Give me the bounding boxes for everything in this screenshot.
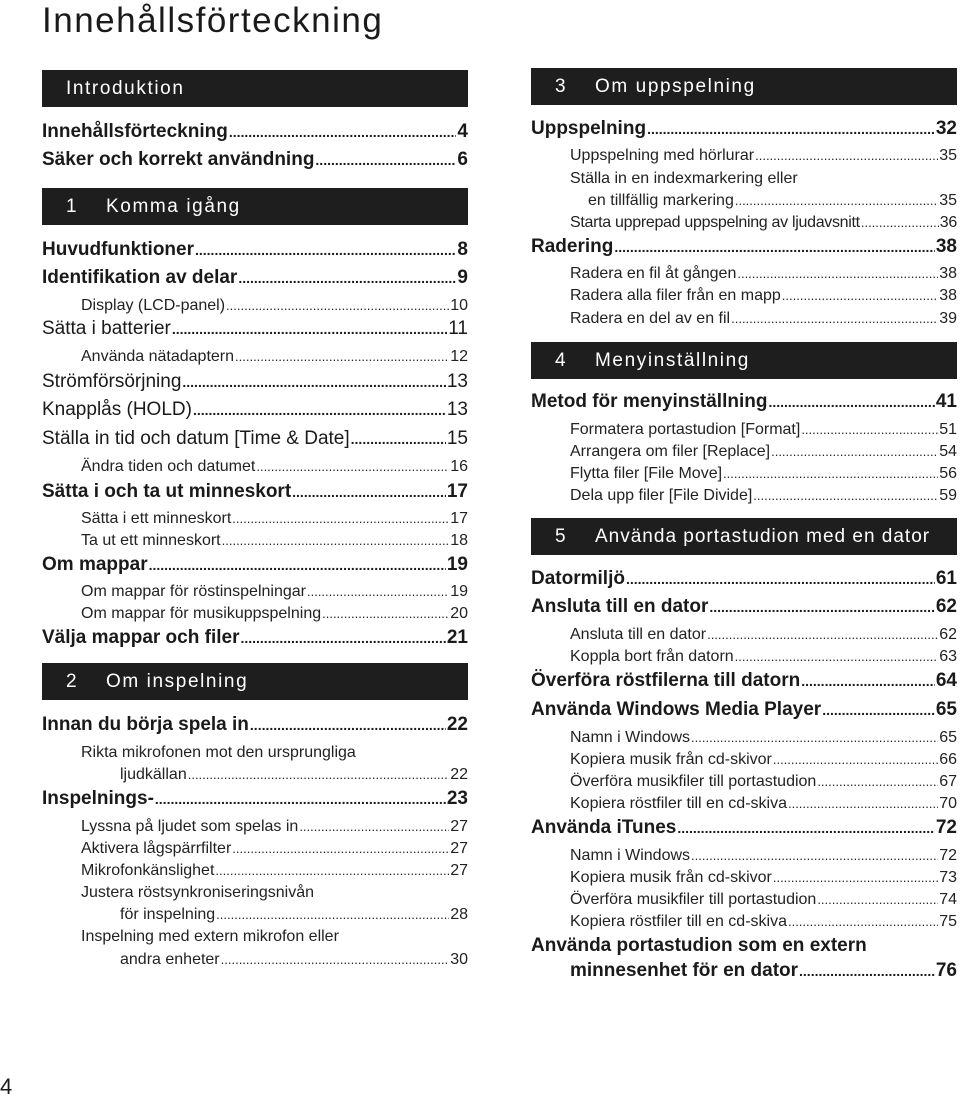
toc-subentry[interactable] [42, 605, 468, 623]
dot-leader [222, 532, 450, 550]
dot-leader [292, 481, 446, 503]
toc-subentry[interactable] [531, 751, 957, 769]
toc-entry[interactable] [42, 627, 468, 649]
toc-subentry[interactable] [42, 297, 468, 315]
toc-entry[interactable] [42, 267, 468, 289]
entry-page: 9 [457, 267, 468, 288]
dot-leader [182, 371, 445, 393]
entry-page: 54 [939, 443, 957, 460]
chapter-title: Om uppspelning [595, 76, 756, 97]
entry-page: 65 [939, 729, 957, 746]
entry-title: Ställa in tid och datum [Time & Date] [42, 428, 350, 449]
chapter-header-2 [42, 663, 468, 700]
toc-subentry[interactable] [531, 773, 957, 791]
entry-title: Innan du börja spela in [42, 714, 249, 735]
toc-entry[interactable] [531, 817, 957, 839]
entry-title: Kopiera musik från cd-skivor [570, 869, 772, 886]
entry-page: 63 [939, 648, 957, 665]
dot-leader [351, 428, 446, 450]
entry-page: 19 [446, 554, 468, 575]
entry-page: 27 [450, 862, 468, 879]
entry-title: Kopiera röstfiler till en cd-skiva [570, 913, 787, 930]
toc-subentry[interactable] [42, 840, 468, 858]
entry-title: minnesenhet för en dator [570, 960, 799, 981]
entry-title: Innehållsförteckning [42, 121, 228, 142]
dot-leader [626, 568, 935, 590]
entry-page: 17 [446, 481, 468, 502]
dot-leader [788, 795, 938, 813]
entry-title: Uppspelning med hörlurar [570, 147, 755, 164]
toc-entry[interactable] [42, 554, 468, 576]
entry-page: 30 [450, 951, 468, 968]
entry-page: 51 [939, 421, 957, 438]
toc-subentry-line[interactable]: Rikta mikrofonen mot den ursprungliga [81, 744, 356, 761]
entry-title: Metod för menyinställning [531, 391, 768, 412]
chapter-header-5 [531, 518, 957, 555]
entry-title: Huvudfunktioner [42, 239, 194, 260]
entry-title: Kopiera musik från cd-skivor [570, 751, 772, 768]
dot-leader [647, 118, 935, 140]
dot-leader [315, 149, 456, 171]
entry-page: 62 [935, 596, 957, 617]
dot-leader [801, 421, 938, 439]
toc-entry[interactable] [42, 149, 468, 171]
entry-page: 65 [935, 699, 957, 720]
dot-leader [822, 699, 935, 721]
dot-leader [731, 310, 938, 328]
entry-title: för inspelning [120, 906, 216, 923]
entry-page: 38 [939, 265, 957, 282]
entry-title: Radera en del av en fil [570, 310, 731, 327]
dot-leader [735, 192, 938, 210]
dot-leader [240, 627, 445, 649]
entry-page: 8 [457, 239, 468, 260]
toc-subentry[interactable] [531, 421, 957, 439]
toc-entry[interactable] [42, 481, 468, 503]
dot-leader [155, 788, 446, 810]
chapter-header-3 [531, 68, 957, 105]
entry-title: Formatera portastudion [Format] [570, 421, 801, 438]
entry-page: 38 [935, 236, 957, 257]
chapter-number: 2 [66, 671, 79, 692]
entry-title: Radera en fil åt gången [570, 265, 737, 282]
dot-leader [149, 554, 446, 576]
toc-entry[interactable] [531, 699, 957, 721]
toc-subentry[interactable] [531, 192, 957, 210]
toc-entry-line[interactable]: Använda portastudion som en extern [531, 935, 867, 956]
toc-entry[interactable] [531, 118, 957, 140]
toc-subentry[interactable] [42, 862, 468, 880]
dot-leader [250, 714, 446, 736]
entry-page: 27 [450, 840, 468, 857]
entry-page: 62 [939, 626, 957, 643]
dot-leader [229, 121, 457, 143]
entry-page: 66 [939, 751, 957, 768]
toc-subentry[interactable] [531, 147, 957, 165]
dot-leader [768, 391, 934, 413]
chapter-header-4 [531, 342, 957, 379]
toc-entry[interactable] [531, 960, 957, 982]
toc-subentry[interactable] [531, 214, 957, 232]
entry-title: Knapplås (HOLD) [42, 399, 192, 420]
entry-title: Starta upprepad uppspelning av ljudavsnitt [570, 214, 860, 231]
entry-title: Överföra musikfiler till portastudion [570, 891, 817, 908]
dot-leader [232, 840, 449, 858]
dot-leader [755, 147, 938, 165]
dot-leader [172, 318, 447, 340]
entry-page: 72 [939, 847, 957, 864]
entry-title: Om mappar för musikuppspelning [81, 605, 322, 622]
entry-title: Sätta i och ta ut minneskort [42, 481, 292, 502]
entry-title: Inspelnings- [42, 788, 154, 809]
entry-title: Om mappar för röstinspelningar [81, 583, 306, 600]
entry-title: Ändra tiden och datumet [81, 458, 256, 475]
entry-title: Välja mappar och filer [42, 627, 240, 648]
entry-title: Använda nätadaptern [81, 348, 235, 365]
entry-page: 22 [446, 714, 468, 735]
entry-page: 16 [450, 458, 468, 475]
entry-page: 74 [939, 891, 957, 908]
dot-leader [226, 297, 449, 315]
entry-page: 15 [446, 428, 468, 449]
entry-title: Namn i Windows [570, 847, 691, 864]
entry-page: 4 [457, 121, 468, 142]
dot-leader [216, 906, 449, 924]
chapter-header-1 [42, 188, 468, 225]
dot-leader [215, 862, 449, 880]
dot-leader [322, 605, 449, 623]
toc-subentry[interactable] [531, 913, 957, 931]
entry-title: Använda iTunes [531, 817, 677, 838]
entry-title: Om mappar [42, 554, 148, 575]
toc-entry[interactable] [42, 121, 468, 143]
entry-title: Aktivera lågspärrfilter [81, 840, 232, 857]
entry-page: 75 [939, 913, 957, 930]
entry-title: Ansluta till en dator [531, 596, 709, 617]
dot-leader [195, 239, 456, 261]
toc-entry[interactable] [531, 236, 957, 258]
dot-leader [691, 729, 938, 747]
toc-entry[interactable] [42, 239, 468, 261]
entry-title: ljudkällan [120, 766, 187, 783]
dot-leader [817, 773, 938, 791]
page-title: Innehållsförteckning [42, 1, 384, 40]
toc-entry[interactable] [531, 596, 957, 618]
entry-page: 38 [939, 287, 957, 304]
entry-page: 23 [446, 788, 468, 809]
entry-title: Namn i Windows [570, 729, 691, 746]
entry-page: 18 [450, 532, 468, 549]
entry-title: Ta ut ett minneskort [81, 532, 221, 549]
dot-leader [801, 670, 935, 692]
dot-leader [737, 265, 938, 283]
entry-title: Överföra musikfiler till portastudion [570, 773, 817, 790]
toc-subentry[interactable] [531, 626, 957, 644]
section-title: Introduktion [66, 78, 185, 99]
dot-leader [817, 891, 938, 909]
entry-title: Använda Windows Media Player [531, 699, 822, 720]
dot-leader [735, 648, 939, 666]
toc-entry[interactable] [42, 428, 468, 450]
dot-leader [235, 348, 449, 366]
toc-subentry[interactable] [42, 766, 468, 784]
entry-page: 70 [939, 795, 957, 812]
toc-entry[interactable] [42, 371, 468, 393]
chapter-title: Om inspelning [106, 671, 249, 692]
chapter-number: 4 [555, 350, 568, 371]
dot-leader [707, 626, 938, 644]
toc-subentry[interactable] [42, 818, 468, 836]
dot-leader [299, 818, 449, 836]
toc-subentry-line[interactable]: Ställa in en indexmarkering eller [570, 170, 798, 187]
entry-page: 73 [939, 869, 957, 886]
toc-entry[interactable] [531, 568, 957, 590]
toc-entry[interactable] [42, 318, 468, 340]
entry-page: 61 [935, 568, 957, 589]
dot-leader [256, 458, 449, 476]
toc-entry[interactable] [42, 399, 468, 421]
toc-subentry[interactable] [531, 487, 957, 505]
dot-leader [709, 596, 935, 618]
dot-leader [771, 443, 938, 461]
toc-entry[interactable] [531, 391, 957, 413]
toc-subentry[interactable] [531, 310, 957, 328]
entry-title: Radera alla filer från en mapp [570, 287, 781, 304]
chapter-number: 1 [66, 196, 79, 217]
entry-title: Koppla bort från datorn [570, 648, 734, 665]
chapter-title: Menyinställning [595, 350, 750, 371]
entry-page: 17 [450, 510, 468, 527]
dot-leader [307, 583, 449, 601]
entry-page: 28 [450, 906, 468, 923]
dot-leader [221, 951, 450, 969]
entry-page: 12 [450, 348, 468, 365]
toc-subentry[interactable] [42, 532, 468, 550]
entry-page: 64 [935, 670, 957, 691]
entry-page: 36 [939, 214, 957, 231]
entry-page: 21 [446, 627, 468, 648]
entry-page: 27 [450, 818, 468, 835]
toc-entry[interactable] [531, 670, 957, 692]
entry-page: 6 [457, 149, 468, 170]
toc-subentry[interactable] [531, 729, 957, 747]
entry-page: 22 [450, 766, 468, 783]
dot-leader [861, 214, 939, 232]
entry-page: 13 [446, 399, 468, 420]
section-header-introduction [42, 70, 468, 107]
dot-leader [782, 287, 938, 305]
toc-subentry[interactable] [531, 465, 957, 483]
entry-page: 59 [939, 487, 957, 504]
toc-subentry[interactable] [531, 287, 957, 305]
toc-subentry[interactable] [42, 510, 468, 528]
chapter-title: Använda portastudion med en dator [595, 526, 931, 547]
entry-page: 67 [939, 773, 957, 790]
toc-subentry-line[interactable]: Inspelning med extern mikrofon eller [81, 928, 339, 945]
entry-page: 72 [935, 817, 957, 838]
dot-leader [193, 399, 446, 421]
toc-subentry[interactable] [531, 891, 957, 909]
dot-leader [773, 751, 938, 769]
toc-subentry[interactable] [42, 906, 468, 924]
entry-title: Dela upp filer [File Divide] [570, 487, 753, 504]
entry-title: Display (LCD-panel) [81, 297, 226, 314]
entry-title: Datormiljö [531, 568, 625, 589]
dot-leader [773, 869, 938, 887]
dot-leader [799, 960, 935, 982]
entry-title: Överföra röstfilerna till datorn [531, 670, 801, 691]
dot-leader [232, 510, 449, 528]
entry-title: Arrangera om filer [Replace] [570, 443, 771, 460]
toc-subentry[interactable] [531, 869, 957, 887]
toc-subentry[interactable] [42, 348, 468, 366]
entry-title: Sätta i ett minneskort [81, 510, 232, 527]
entry-page: 41 [935, 391, 957, 412]
toc-subentry[interactable] [531, 648, 957, 666]
entry-title: Säker och korrekt användning [42, 149, 315, 170]
entry-page: 10 [450, 297, 468, 314]
chapter-number: 3 [555, 76, 568, 97]
entry-page: 39 [939, 310, 957, 327]
entry-page: 35 [939, 192, 957, 209]
chapter-title: Komma igång [106, 196, 241, 217]
entry-page: 11 [448, 318, 468, 339]
entry-title: en tillfällig markering [588, 192, 734, 209]
entry-page: 56 [939, 465, 957, 482]
entry-title: Mikrofonkänslighet [81, 862, 215, 879]
entry-page: 19 [450, 583, 468, 600]
entry-title: Strömförsörjning [42, 371, 182, 392]
chapter-number: 5 [555, 526, 567, 547]
toc-entry[interactable] [42, 714, 468, 736]
entry-title: Sätta i batterier [42, 318, 171, 339]
entry-title: Kopiera röstfiler till en cd-skiva [570, 795, 787, 812]
entry-title: Flytta filer [File Move] [570, 465, 723, 482]
entry-page: 32 [935, 118, 957, 139]
toc-subentry[interactable] [531, 847, 957, 865]
dot-leader [238, 267, 456, 289]
toc-subentry[interactable] [531, 265, 957, 283]
dot-leader [723, 465, 938, 483]
page-number: 4 [0, 1074, 13, 1099]
entry-page: 13 [446, 371, 468, 392]
toc-subentry[interactable] [42, 583, 468, 601]
entry-title: Lyssna på ljudet som spelas in [81, 818, 299, 835]
toc-subentry[interactable] [531, 795, 957, 813]
dot-leader [788, 913, 938, 931]
entry-title: Uppspelning [531, 118, 647, 139]
entry-page: 76 [935, 960, 957, 981]
toc-subentry[interactable] [42, 951, 468, 969]
dot-leader [677, 817, 935, 839]
entry-title: Radering [531, 236, 614, 257]
toc-subentry[interactable] [42, 458, 468, 476]
dot-leader [691, 847, 938, 865]
entry-page: 20 [450, 605, 468, 622]
dot-leader [188, 766, 449, 784]
entry-title: Identifikation av delar [42, 267, 238, 288]
entry-title: Ansluta till en dator [570, 626, 707, 643]
entry-page: 35 [939, 147, 957, 164]
dot-leader [614, 236, 935, 258]
toc-subentry-line[interactable]: Justera röstsynkroniseringsnivån [81, 884, 314, 901]
toc-subentry[interactable] [531, 443, 957, 461]
toc-entry[interactable] [42, 788, 468, 810]
entry-title: andra enheter [120, 951, 220, 968]
dot-leader [753, 487, 938, 505]
